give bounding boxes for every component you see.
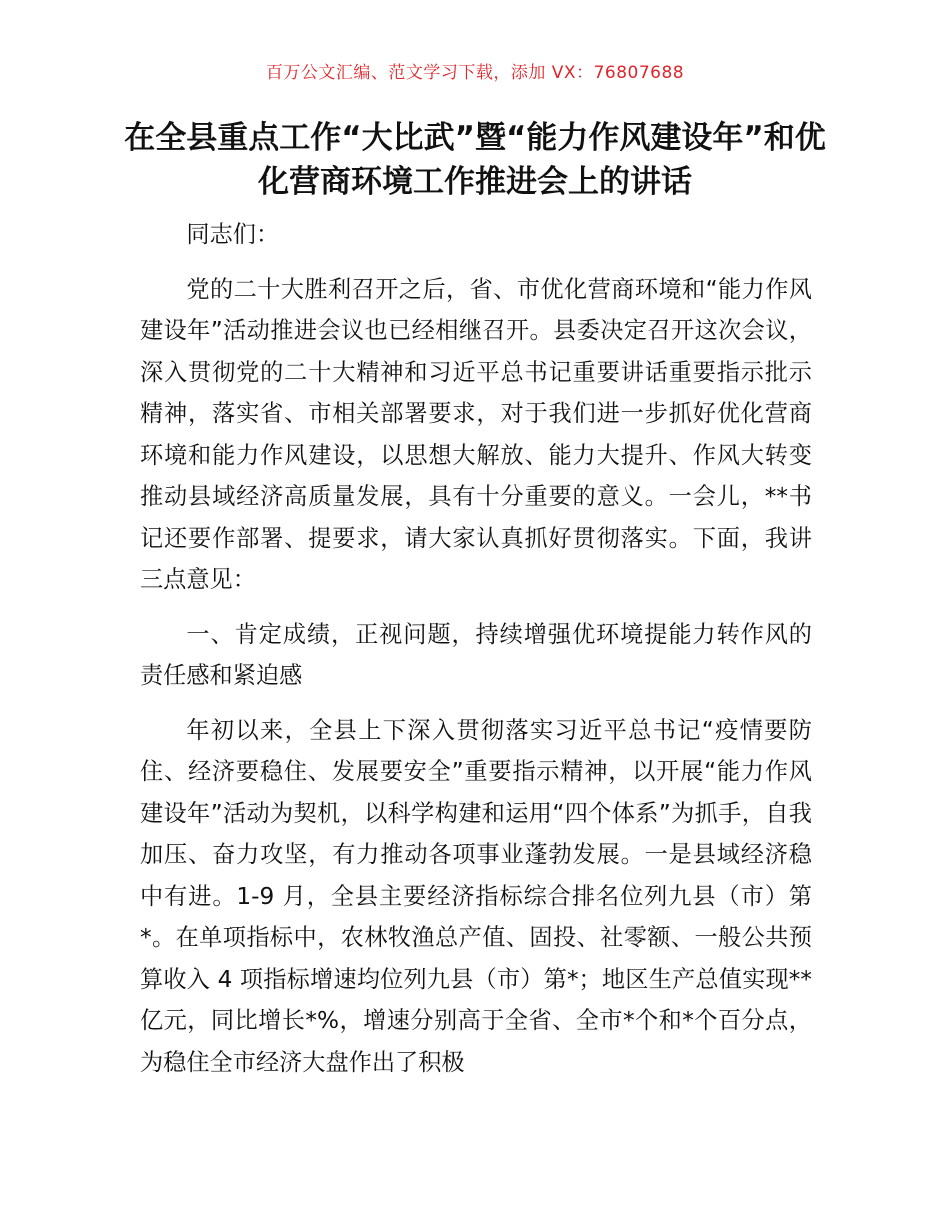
paragraph-intro: 党的二十大胜利召开之后，省、市优化营商环境和“能力作风建设年”活动推进会议也已经相继召开。县委决定召开这次会议，深入贯彻党的二十大精神和习近平总书记重要讲话重要指示批示精神，落实省、市相关部署要求，对于我们进一步抓好优化营商环境和能力作风建设，以思想大解放、能力大提升、作风大转变推动县域经济高质量发展，具有十分重要的意义。一会儿，**书记还要作部署、提要求，请大家认真抓好贯彻落实。下面，我讲三点意见： [140, 275, 812, 593]
section-heading-one: 一、肯定成绩，正视问题，持续增强优环境提能力转作风的责任感和紧迫感 [140, 620, 812, 689]
salutation: 同志们： [186, 221, 280, 248]
header-watermark-text: 百万公文汇编、范文学习下载，添加 VX：76807688 [265, 63, 685, 83]
document-title: 在全县重点工作“大比武”暨“能力作风建设年”和优化营商环境工作推进会上的讲话 [124, 120, 826, 200]
document-body [140, 214, 812, 1096]
paragraph-achievements: 年初以来，全县上下深入贯彻落实习近平总书记“疫情要防住、经济要稳住、发展要安全”重要指示精神，以开展“能力作风建设年”活动为契机，以科学构建和运用“四个体系”为抓手，自我加压、奋力攻坚，有力推动各项事业蓬勃发展。一是县域经济稳中有进。1-9 月，全县主要经济指标综合排名位列九县（市）第*。在单项指标中，农林牧渔总产值、固投、社零额、一般公共预算收入 4 项指标增速均位列九县（市）第*；地区生产总值实现**亿元，同比增长*%，增速分别高于全省、全市*个和*个百分点，为稳住全市经济大盘作出了积极 [140, 716, 812, 1076]
